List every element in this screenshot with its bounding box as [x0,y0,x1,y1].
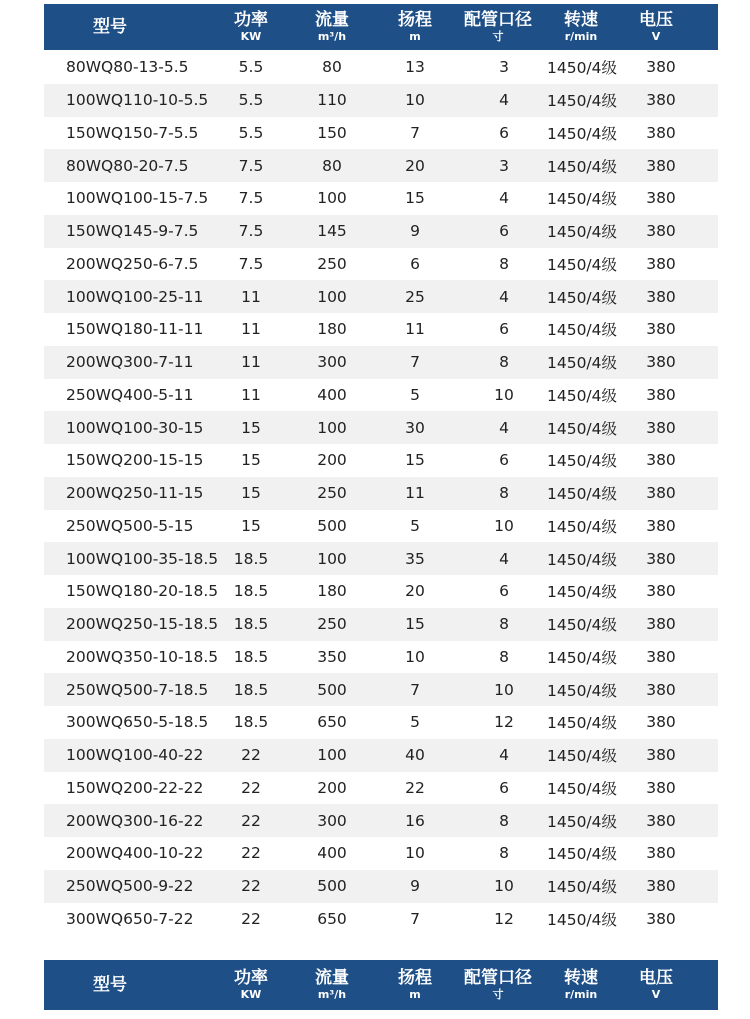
cell-power: 18.5 [233,647,269,666]
cell-model: 300WQ650-7-22 [66,909,194,928]
header-voltage-label: 电压 [639,10,673,30]
header-head-label: 扬程 [398,10,432,30]
cell-flow: 650 [317,909,347,928]
cell-head: 5 [410,516,420,535]
cell-model: 200WQ250-6-7.5 [66,254,199,273]
cell-model: 150WQ200-15-15 [66,451,204,470]
header-pipe-label: 配管口径 [464,10,532,30]
header-voltage-unit: V [651,30,661,43]
cell-voltage: 380 [646,582,676,601]
cell-head: 15 [405,189,425,208]
cell-flow: 650 [317,713,347,732]
cell-power: 7.5 [238,222,264,241]
cell-power: 11 [241,385,261,404]
cell-model: 200WQ400-10-22 [66,844,204,863]
cell-head: 13 [405,58,425,77]
table-row [44,313,718,346]
header-power-unit: KW [240,30,262,43]
cell-model: 200WQ250-11-15 [66,484,204,503]
table-row [44,510,718,543]
cell-speed: 1450/4级 [546,779,618,798]
footer-head-unit: m [409,988,421,1001]
cell-model: 300WQ650-5-18.5 [66,713,209,732]
cell-flow: 300 [317,353,347,372]
cell-voltage: 380 [646,320,676,339]
header-pipe [464,4,532,50]
cell-pipe: 4 [499,91,509,110]
table-row [44,411,718,444]
header-speed-label: 转速 [564,10,598,30]
cell-power: 11 [241,287,261,306]
cell-voltage: 380 [646,58,676,77]
cell-pipe: 8 [499,647,509,666]
cell-flow: 150 [317,123,347,142]
footer-speed [564,960,598,1010]
cell-model: 100WQ100-35-18.5 [66,549,219,568]
cell-voltage: 380 [646,811,676,830]
header-head-unit: m [409,30,421,43]
cell-power: 15 [241,451,261,470]
cell-model: 100WQ110-10-5.5 [66,91,209,110]
cell-head: 15 [405,451,425,470]
footer-model [93,960,127,1010]
cell-head: 22 [405,778,425,797]
cell-voltage: 380 [646,549,676,568]
cell-flow: 100 [317,549,347,568]
cell-speed: 1450/4级 [546,59,618,78]
header-power [234,4,268,50]
cell-speed: 1450/4级 [546,845,618,864]
cell-power: 7.5 [238,254,264,273]
cell-head: 30 [405,418,425,437]
cell-power: 22 [241,811,261,830]
cell-pipe: 8 [499,484,509,503]
footer-flow [315,960,349,1010]
spec-table-body [44,51,718,935]
cell-power: 15 [241,516,261,535]
cell-speed: 1450/4级 [546,92,618,111]
cell-power: 5.5 [238,91,264,110]
table-row [44,772,718,805]
cell-voltage: 380 [646,778,676,797]
cell-model: 250WQ500-9-22 [66,877,194,896]
cell-flow: 100 [317,287,347,306]
table-row [44,280,718,313]
cell-power: 11 [241,353,261,372]
cell-flow: 350 [317,647,347,666]
cell-power: 18.5 [233,549,269,568]
table-header-top [44,4,718,50]
cell-voltage: 380 [646,189,676,208]
cell-head: 9 [410,222,420,241]
cell-power: 22 [241,909,261,928]
table-row [44,673,718,706]
cell-flow: 500 [317,877,347,896]
table-row [44,739,718,772]
cell-speed: 1450/4级 [546,747,618,766]
cell-flow: 300 [317,811,347,830]
cell-power: 11 [241,320,261,339]
table-row [44,542,718,575]
cell-speed: 1450/4级 [546,910,618,929]
cell-speed: 1450/4级 [546,681,618,700]
footer-power [234,960,268,1010]
cell-model: 200WQ250-15-18.5 [66,615,219,634]
cell-pipe: 8 [499,811,509,830]
cell-model: 150WQ145-9-7.5 [66,222,199,241]
cell-speed: 1450/4级 [546,124,618,143]
header-voltage [639,4,673,50]
cell-flow: 200 [317,451,347,470]
cell-head: 11 [405,484,425,503]
cell-pipe: 10 [494,680,514,699]
table-row [44,903,718,936]
cell-voltage: 380 [646,451,676,470]
cell-head: 20 [405,156,425,175]
cell-speed: 1450/4级 [546,812,618,831]
table-row [44,379,718,412]
cell-model: 80WQ80-20-7.5 [66,156,189,175]
table-row [44,215,718,248]
cell-voltage: 380 [646,484,676,503]
cell-pipe: 4 [499,549,509,568]
cell-power: 18.5 [233,615,269,634]
table-row [44,837,718,870]
cell-flow: 250 [317,254,347,273]
cell-pipe: 4 [499,418,509,437]
cell-pipe: 8 [499,254,509,273]
cell-speed: 1450/4级 [546,583,618,602]
cell-flow: 100 [317,189,347,208]
cell-flow: 80 [322,156,342,175]
footer-flow-unit: m³/h [317,988,347,1001]
cell-pipe: 6 [499,222,509,241]
footer-power-unit: KW [240,988,262,1001]
cell-voltage: 380 [646,647,676,666]
cell-pipe: 10 [494,516,514,535]
cell-speed: 1450/4级 [546,485,618,504]
footer-voltage-label: 电压 [639,968,673,988]
cell-power: 5.5 [238,58,264,77]
cell-voltage: 380 [646,385,676,404]
cell-pipe: 12 [494,909,514,928]
cell-model: 200WQ300-16-22 [66,811,204,830]
cell-speed: 1450/4级 [546,452,618,471]
cell-head: 10 [405,91,425,110]
cell-speed: 1450/4级 [546,288,618,307]
cell-flow: 250 [317,484,347,503]
cell-voltage: 380 [646,353,676,372]
cell-head: 7 [410,123,420,142]
cell-flow: 110 [317,91,347,110]
cell-flow: 200 [317,778,347,797]
cell-voltage: 380 [646,615,676,634]
cell-head: 10 [405,844,425,863]
header-pipe-unit: 寸 [492,30,504,43]
cell-speed: 1450/4级 [546,517,618,536]
cell-flow: 80 [322,58,342,77]
cell-head: 10 [405,647,425,666]
cell-head: 5 [410,385,420,404]
cell-model: 150WQ200-22-22 [66,778,204,797]
footer-voltage-unit: V [651,988,661,1001]
cell-voltage: 380 [646,254,676,273]
cell-speed: 1450/4级 [546,648,618,667]
cell-head: 7 [410,680,420,699]
cell-model: 150WQ150-7-5.5 [66,123,199,142]
cell-speed: 1450/4级 [546,255,618,274]
cell-pipe: 4 [499,287,509,306]
footer-speed-label: 转速 [564,968,598,988]
cell-model: 100WQ100-25-11 [66,287,204,306]
cell-voltage: 380 [646,713,676,732]
cell-model: 200WQ350-10-18.5 [66,647,219,666]
cell-power: 5.5 [238,123,264,142]
cell-head: 7 [410,909,420,928]
cell-pipe: 6 [499,451,509,470]
cell-speed: 1450/4级 [546,223,618,242]
cell-speed: 1450/4级 [546,550,618,569]
cell-pipe: 3 [499,58,509,77]
cell-speed: 1450/4级 [546,419,618,438]
table-row [44,870,718,903]
cell-flow: 500 [317,680,347,699]
cell-speed: 1450/4级 [546,714,618,733]
header-flow [315,4,349,50]
cell-speed: 1450/4级 [546,878,618,897]
cell-power: 18.5 [233,680,269,699]
footer-power-label: 功率 [234,968,268,988]
footer-voltage [639,960,673,1010]
table-row [44,706,718,739]
cell-pipe: 8 [499,615,509,634]
cell-model: 100WQ100-30-15 [66,418,204,437]
header-speed [564,4,598,50]
cell-head: 40 [405,746,425,765]
footer-model-label: 型号 [93,974,127,995]
cell-pipe: 6 [499,582,509,601]
cell-flow: 180 [317,582,347,601]
cell-voltage: 380 [646,156,676,175]
cell-pipe: 6 [499,778,509,797]
cell-speed: 1450/4级 [546,190,618,209]
cell-voltage: 380 [646,516,676,535]
table-row [44,804,718,837]
footer-pipe [464,960,532,1010]
cell-model: 80WQ80-13-5.5 [66,58,189,77]
cell-voltage: 380 [646,877,676,896]
cell-model: 250WQ400-5-11 [66,385,194,404]
cell-head: 11 [405,320,425,339]
cell-power: 22 [241,877,261,896]
cell-power: 7.5 [238,156,264,175]
cell-pipe: 6 [499,123,509,142]
header-head [398,4,432,50]
cell-speed: 1450/4级 [546,354,618,373]
cell-model: 200WQ300-7-11 [66,353,194,372]
cell-head: 35 [405,549,425,568]
cell-voltage: 380 [646,844,676,863]
cell-flow: 400 [317,385,347,404]
cell-power: 18.5 [233,582,269,601]
header-speed-unit: r/min [564,30,598,43]
footer-flow-label: 流量 [315,968,349,988]
cell-pipe: 4 [499,189,509,208]
table-row [44,51,718,84]
footer-head-label: 扬程 [398,968,432,988]
cell-pipe: 8 [499,844,509,863]
cell-model: 250WQ500-7-18.5 [66,680,209,699]
footer-speed-unit: r/min [564,988,598,1001]
cell-head: 16 [405,811,425,830]
cell-power: 15 [241,418,261,437]
table-row [44,641,718,674]
cell-model: 100WQ100-15-7.5 [66,189,209,208]
table-row [44,575,718,608]
cell-head: 20 [405,582,425,601]
header-model-label: 型号 [93,16,127,37]
cell-pipe: 3 [499,156,509,175]
cell-head: 9 [410,877,420,896]
cell-model: 250WQ500-5-15 [66,516,194,535]
cell-power: 22 [241,844,261,863]
cell-model: 150WQ180-11-11 [66,320,204,339]
table-row [44,84,718,117]
table-row [44,248,718,281]
footer-pipe-label: 配管口径 [464,968,532,988]
cell-head: 6 [410,254,420,273]
cell-flow: 100 [317,746,347,765]
cell-power: 22 [241,746,261,765]
cell-pipe: 4 [499,746,509,765]
cell-speed: 1450/4级 [546,157,618,176]
table-row [44,346,718,379]
table-row [44,608,718,641]
cell-voltage: 380 [646,287,676,306]
cell-voltage: 380 [646,222,676,241]
cell-flow: 180 [317,320,347,339]
cell-voltage: 380 [646,91,676,110]
header-power-label: 功率 [234,10,268,30]
cell-flow: 250 [317,615,347,634]
cell-pipe: 8 [499,353,509,372]
cell-head: 7 [410,353,420,372]
table-row [44,117,718,150]
footer-pipe-unit: 寸 [492,988,504,1001]
cell-head: 25 [405,287,425,306]
cell-flow: 100 [317,418,347,437]
header-model [93,4,127,50]
cell-voltage: 380 [646,680,676,699]
cell-model: 150WQ180-20-18.5 [66,582,219,601]
cell-flow: 145 [317,222,347,241]
cell-speed: 1450/4级 [546,386,618,405]
cell-pipe: 10 [494,877,514,896]
footer-head [398,960,432,1010]
cell-head: 15 [405,615,425,634]
cell-power: 18.5 [233,713,269,732]
header-flow-label: 流量 [315,10,349,30]
cell-voltage: 380 [646,909,676,928]
header-flow-unit: m³/h [317,30,347,43]
cell-flow: 500 [317,516,347,535]
cell-speed: 1450/4级 [546,321,618,340]
cell-flow: 400 [317,844,347,863]
table-row [44,444,718,477]
cell-power: 7.5 [238,189,264,208]
cell-pipe: 10 [494,385,514,404]
cell-speed: 1450/4级 [546,616,618,635]
cell-model: 100WQ100-40-22 [66,746,204,765]
cell-voltage: 380 [646,418,676,437]
cell-pipe: 6 [499,320,509,339]
table-row [44,477,718,510]
table-row [44,149,718,182]
cell-voltage: 380 [646,746,676,765]
cell-power: 22 [241,778,261,797]
cell-pipe: 12 [494,713,514,732]
cell-power: 15 [241,484,261,503]
cell-head: 5 [410,713,420,732]
table-row [44,182,718,215]
table-header-bottom [44,960,718,1010]
cell-voltage: 380 [646,123,676,142]
